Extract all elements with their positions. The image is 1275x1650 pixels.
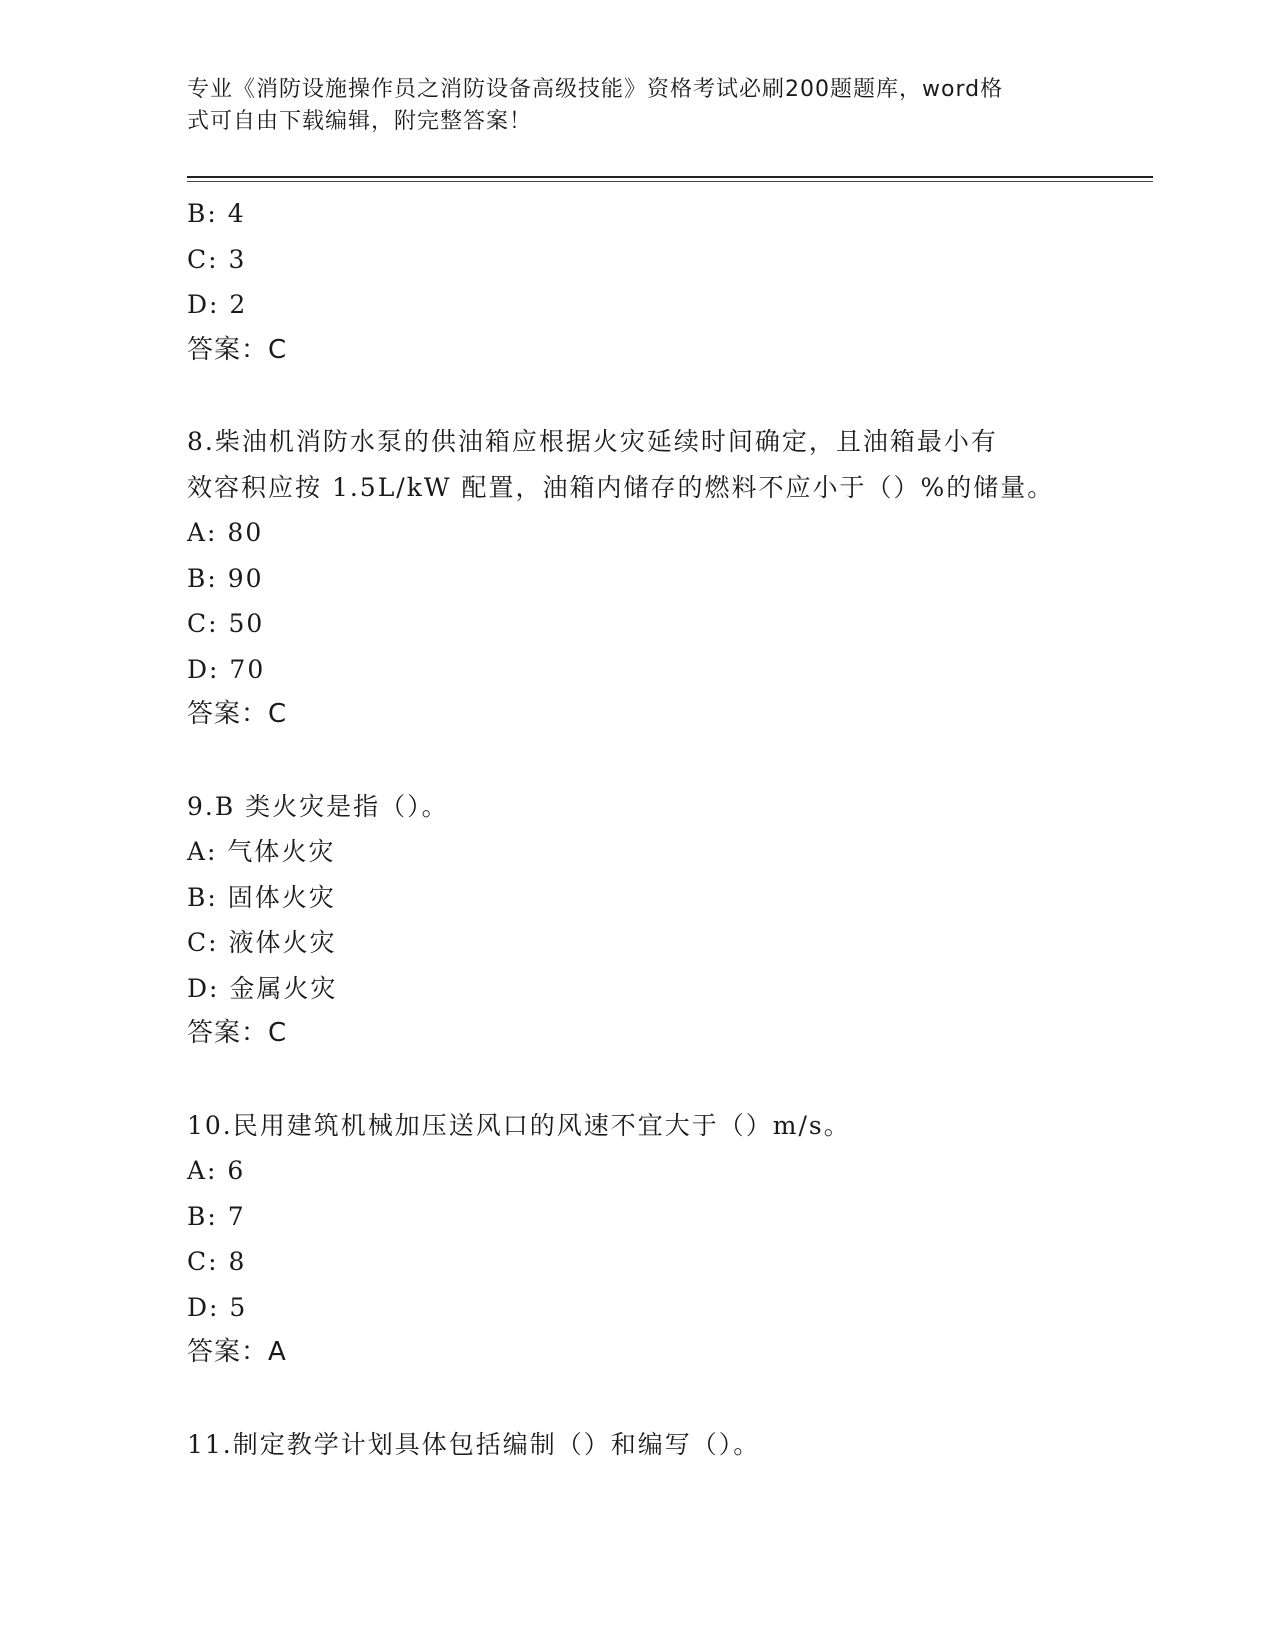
header-line-1: 专业《消防设施操作员之消防设备高级技能》资格考试必刷200题题库，word格 — [187, 77, 1004, 102]
answer-label: 答案：C — [187, 699, 288, 729]
document-header — [187, 74, 1067, 138]
question-stem: 11.制定教学计划具体包括编制（）和编写（）。 — [187, 1429, 761, 1459]
question-prev — [187, 191, 1087, 373]
question-11 — [187, 1422, 1087, 1468]
question-stem-continued: 效容积应按 1.5L/kW 配置，油箱内储存的燃料不应小于（）%的储量。 — [187, 472, 1055, 502]
option-d: D: 金属火灾 — [187, 973, 338, 1003]
spacer — [187, 738, 1087, 784]
spacer — [187, 1376, 1087, 1422]
option-d: D: 70 — [187, 654, 266, 684]
option-a: A: 80 — [187, 518, 264, 547]
question-stem: 8.柴油机消防水泵的供油箱应根据火灾延续时间确定，且油箱最小有 — [187, 427, 998, 456]
option-b: B: 7 — [187, 1201, 246, 1231]
question-10 — [187, 1103, 1087, 1376]
option-b: B: 固体火灾 — [187, 882, 336, 912]
spacer — [187, 1057, 1087, 1103]
question-9 — [187, 784, 1087, 1057]
answer-label: 答案：C — [187, 334, 288, 365]
option-b: B: 90 — [187, 563, 264, 593]
answer-label: 答案：C — [187, 1018, 288, 1048]
option-a: A: 6 — [187, 1156, 246, 1185]
question-8 — [187, 419, 1087, 738]
question-stem: 10.民用建筑机械加压送风口的风速不宜大于（）m/s。 — [187, 1110, 851, 1140]
option-d: D: 2 — [187, 290, 248, 319]
answer-label: 答案：A — [187, 1337, 287, 1367]
header-line-2: 式可自由下载编辑，附完整答案！ — [187, 109, 533, 134]
option-c: C: 3 — [187, 244, 247, 274]
option-d: D: 5 — [187, 1292, 248, 1322]
spacer — [187, 373, 1087, 419]
header-divider — [187, 176, 1153, 178]
option-b: B: 4 — [187, 199, 246, 228]
option-c: C: 液体火灾 — [187, 928, 337, 957]
header-divider-thin — [187, 181, 1153, 182]
question-list — [187, 191, 1087, 1467]
option-a: A: 气体火灾 — [187, 837, 336, 866]
option-c: C: 8 — [187, 1247, 247, 1276]
option-c: C: 50 — [187, 609, 265, 638]
question-stem: 9.B 类火灾是指（）。 — [187, 791, 449, 821]
